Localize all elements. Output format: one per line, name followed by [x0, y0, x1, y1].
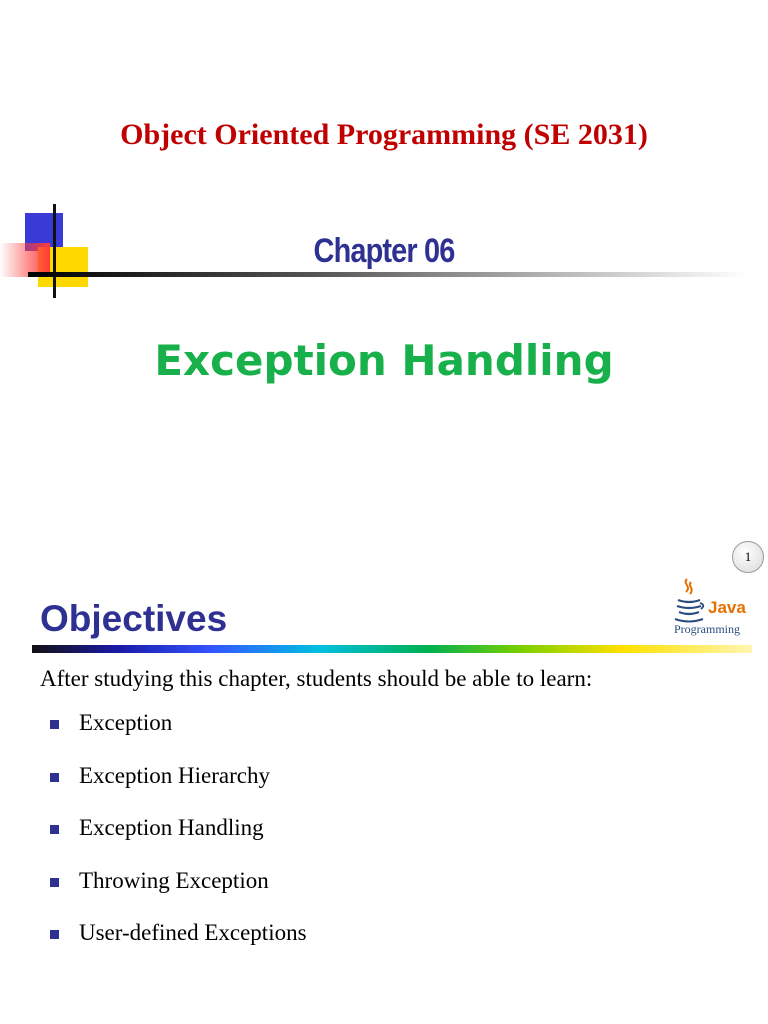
decor-horizontal-line [28, 272, 748, 277]
objectives-slide [0, 530, 768, 1024]
objective-text: Throwing Exception [79, 867, 269, 893]
java-wordmark: Java [708, 598, 746, 617]
chapter-heading: Chapter 06 [313, 232, 455, 270]
square-bullet-icon [50, 930, 59, 939]
java-logo [672, 576, 752, 640]
objectives-title: Objectives [40, 598, 228, 639]
java-cup-icon [672, 576, 706, 624]
topic-heading: Exception Handling [154, 336, 614, 385]
square-bullet-icon [50, 825, 59, 834]
java-subtitle: Programming [674, 622, 740, 636]
rainbow-divider [32, 645, 752, 653]
square-bullet-icon [50, 878, 59, 887]
objective-text: Exception [79, 710, 173, 735]
objective-text: Exception Hierarchy [79, 762, 270, 788]
objective-text: Exception Handling [79, 815, 264, 840]
objectives-intro: After studying this chapter, students should be able to learn: [40, 666, 593, 691]
page-number-badge: 1 [732, 541, 764, 573]
objective-text: User-defined Exceptions [79, 920, 307, 945]
decor-vertical-line [53, 204, 56, 298]
square-bullet-icon [50, 773, 59, 782]
course-title: Object Oriented Programming (SE 2031) [120, 118, 648, 151]
square-bullet-icon [50, 720, 59, 729]
